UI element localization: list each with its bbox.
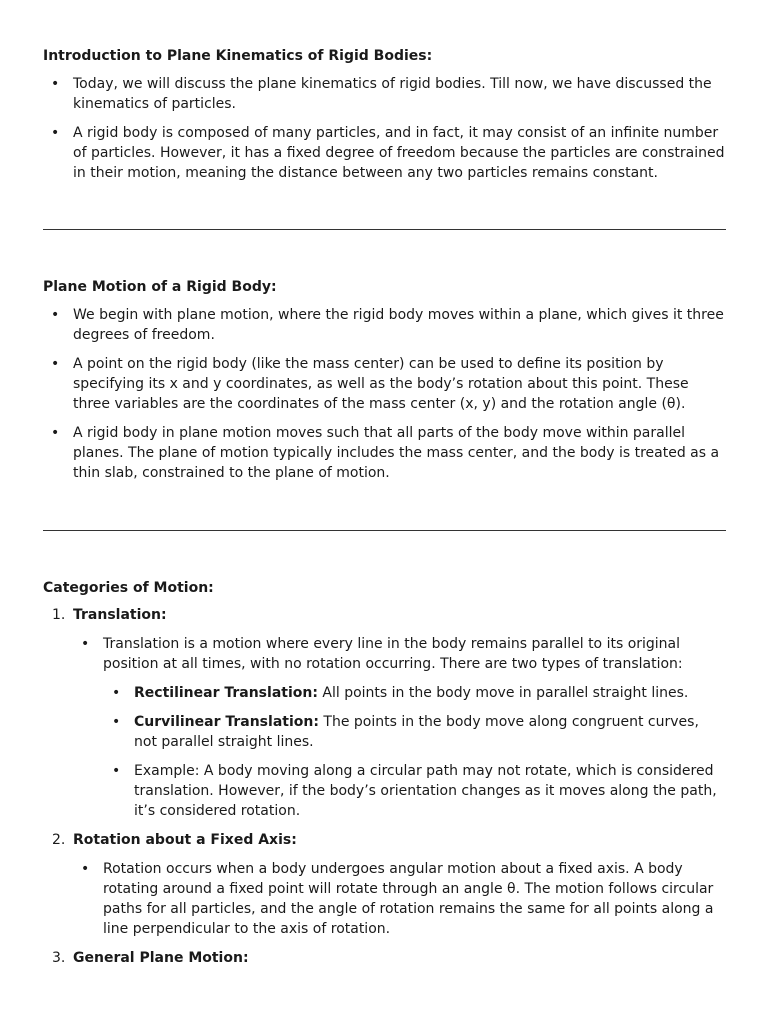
item-title: Translation: <box>73 607 167 623</box>
bullet-icon: • <box>51 125 60 141</box>
bullet-icon: • <box>112 685 121 701</box>
list-item <box>43 123 726 183</box>
item-title: General Plane Motion: <box>73 950 249 966</box>
item-number: 3. <box>52 950 66 966</box>
item-number: 2. <box>52 832 66 848</box>
plane-motion-bullet-list <box>43 305 726 492</box>
list-item <box>43 354 726 414</box>
bullet-icon: • <box>51 356 60 372</box>
list-item <box>43 74 726 114</box>
categories-numbered-list <box>43 605 726 977</box>
list-item <box>43 712 726 752</box>
list-item-text: A rigid body is composed of many particles, and in fact, it may consist of an infinite number of particles. However, it has a fixed degree of freedom because the particles are constrained in their motion, meaning the distance between any two particles remains constant. <box>73 125 725 181</box>
section-heading-categories: Categories of Motion: <box>43 580 214 596</box>
list-item <box>43 423 726 483</box>
list-item <box>43 634 726 674</box>
numbered-item-translation <box>43 605 726 625</box>
list-item <box>43 305 726 345</box>
list-item <box>43 859 726 939</box>
bullet-icon: • <box>51 425 60 441</box>
item-number: 1. <box>52 607 66 623</box>
bullet-icon: • <box>81 636 90 652</box>
section-divider <box>43 530 726 531</box>
list-item-text: All points in the body move in parallel straight lines. <box>317 685 689 701</box>
bullet-icon: • <box>112 763 121 779</box>
numbered-item-rotation <box>43 830 726 850</box>
list-item-text: A point on the rigid body (like the mass center) can be used to define its position by specifying its x and y coordinates, as well as the body’s rotation about this point. These three variables are the coordinates of the mass center (x, y) and the rotation angle (θ). <box>73 356 689 412</box>
numbered-item-general-plane-motion <box>43 948 726 968</box>
list-item-text: The points in the body move along congruent curves, not parallel straight lines. <box>134 714 699 750</box>
section-heading-intro: Introduction to Plane Kinematics of Rigid Bodies: <box>43 48 433 64</box>
bullet-icon: • <box>81 861 90 877</box>
term-label: Rectilinear Translation: <box>134 685 318 701</box>
list-item <box>43 761 726 821</box>
bullet-icon: • <box>112 714 121 730</box>
bullet-icon: • <box>51 307 60 323</box>
list-item-text: We begin with plane motion, where the rigid body moves within a plane, which gives it three degrees of freedom. <box>73 307 724 343</box>
item-title: Rotation about a Fixed Axis: <box>73 832 297 848</box>
list-item-text: Today, we will discuss the plane kinematics of rigid bodies. Till now, we have discussed the kinematics of particles. <box>73 76 712 112</box>
list-item-text: Translation is a motion where every line in the body remains parallel to its original position at all times, with no rotation occurring. There are two types of translation: <box>103 636 683 672</box>
list-item-text: Rotation occurs when a body undergoes angular motion about a fixed axis. A body rotating around a fixed point will rotate through an angle θ. The motion follows circular paths for all particles, and the angle of rotation remains the same for all points along a line perpendicular to the axis of rotation. <box>103 861 714 937</box>
list-item-text: A rigid body in plane motion moves such that all parts of the body move within parallel planes. The plane of motion typically includes the mass center, and the body is treated as a thin slab, constrained to the plane of motion. <box>73 425 720 481</box>
section-heading-plane-motion: Plane Motion of a Rigid Body: <box>43 279 277 295</box>
term-label: Curvilinear Translation: <box>134 714 319 730</box>
bullet-icon: • <box>51 76 60 92</box>
list-item <box>43 683 726 703</box>
list-item-text: Example: A body moving along a circular path may not rotate, which is considered translation. However, if the body’s orientation changes as it moves along the path, it’s considered rotation. <box>134 763 717 819</box>
intro-bullet-list <box>43 74 726 192</box>
section-divider <box>43 229 726 230</box>
